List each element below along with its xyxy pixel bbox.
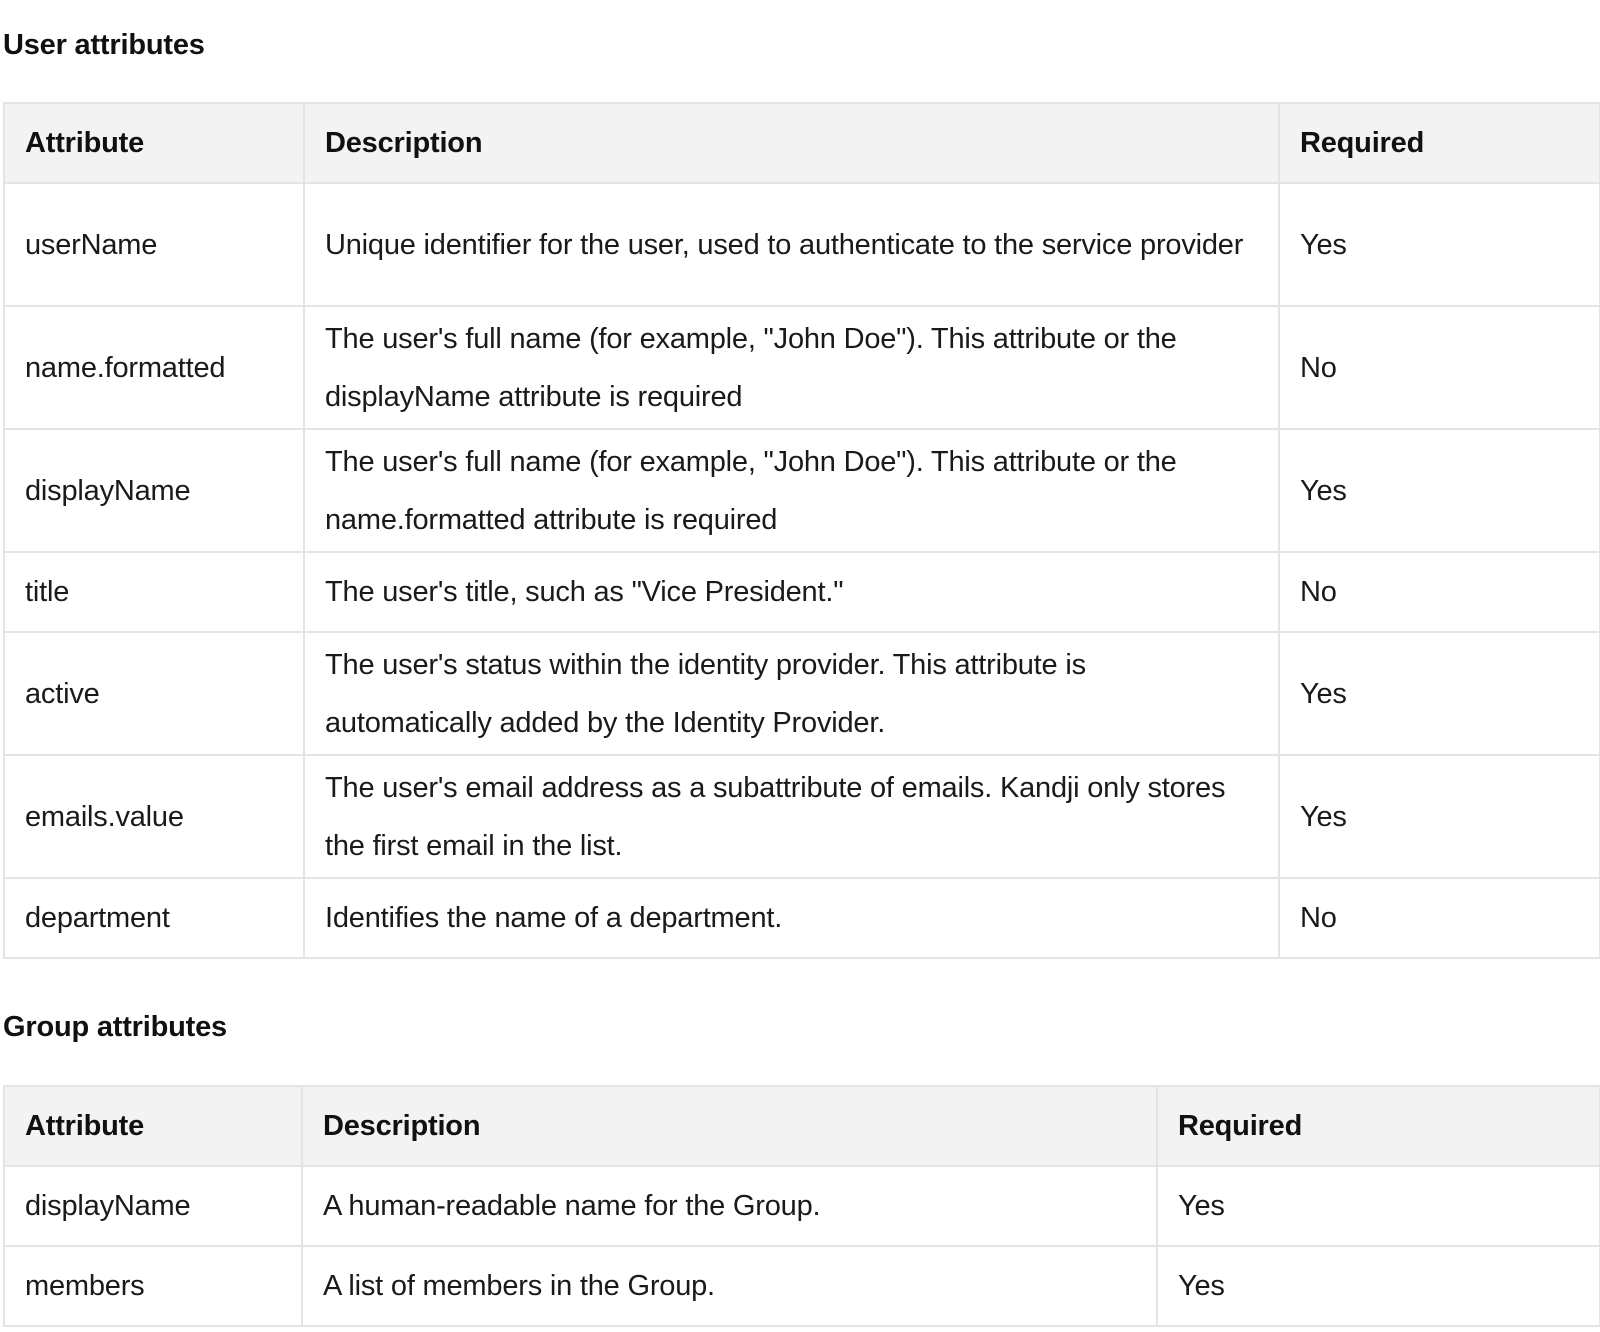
attribute-cell: displayName [4, 429, 304, 552]
required-cell: Yes [1279, 632, 1600, 755]
description-cell: The user's full name (for example, "John Doe"). This attribute or the name.formatted attribute is required [304, 429, 1279, 552]
description-cell: The user's title, such as "Vice President." [304, 552, 1279, 632]
column-header-required: Required [1279, 103, 1600, 183]
description-cell: The user's full name (for example, "John Doe"). This attribute or the displayName attribute is required [304, 306, 1279, 429]
attribute-cell: department [4, 878, 304, 958]
required-cell: No [1279, 306, 1600, 429]
description-cell: Identifies the name of a department. [304, 878, 1279, 958]
table-header-row [4, 1086, 1600, 1166]
attribute-cell: members [4, 1246, 302, 1326]
required-cell: Yes [1279, 183, 1600, 306]
description-cell: A human-readable name for the Group. [302, 1166, 1157, 1246]
table-row [4, 183, 1600, 306]
attribute-cell: emails.value [4, 755, 304, 878]
description-cell: The user's email address as a subattribute of emails. Kandji only stores the first email in the list. [304, 755, 1279, 878]
group-attributes-table [3, 1085, 1600, 1327]
column-header-description: Description [302, 1086, 1157, 1166]
description-cell: A list of members in the Group. [302, 1246, 1157, 1326]
table-row [4, 1166, 1600, 1246]
user-attributes-table [3, 102, 1600, 959]
attribute-cell: name.formatted [4, 306, 304, 429]
description-cell: The user's status within the identity provider. This attribute is automatically added by the Identity Provider. [304, 632, 1279, 755]
column-header-description: Description [304, 103, 1279, 183]
attribute-cell: active [4, 632, 304, 755]
table-row [4, 1246, 1600, 1326]
required-cell: Yes [1157, 1246, 1600, 1326]
column-header-required: Required [1157, 1086, 1600, 1166]
column-header-attribute: Attribute [4, 103, 304, 183]
group-attributes-heading: Group attributes [3, 1011, 227, 1043]
description-cell: Unique identifier for the user, used to authenticate to the service provider [304, 183, 1279, 306]
column-header-attribute: Attribute [4, 1086, 302, 1166]
required-cell: No [1279, 878, 1600, 958]
required-cell: Yes [1279, 755, 1600, 878]
required-cell: Yes [1157, 1166, 1600, 1246]
attribute-cell: title [4, 552, 304, 632]
table-row [4, 878, 1600, 958]
table-row [4, 552, 1600, 632]
table-row [4, 632, 1600, 755]
required-cell: Yes [1279, 429, 1600, 552]
user-attributes-heading: User attributes [3, 29, 205, 61]
attribute-cell: displayName [4, 1166, 302, 1246]
required-cell: No [1279, 552, 1600, 632]
attribute-cell: userName [4, 183, 304, 306]
table-row [4, 306, 1600, 429]
table-header-row [4, 103, 1600, 183]
table-row [4, 429, 1600, 552]
table-row [4, 755, 1600, 878]
